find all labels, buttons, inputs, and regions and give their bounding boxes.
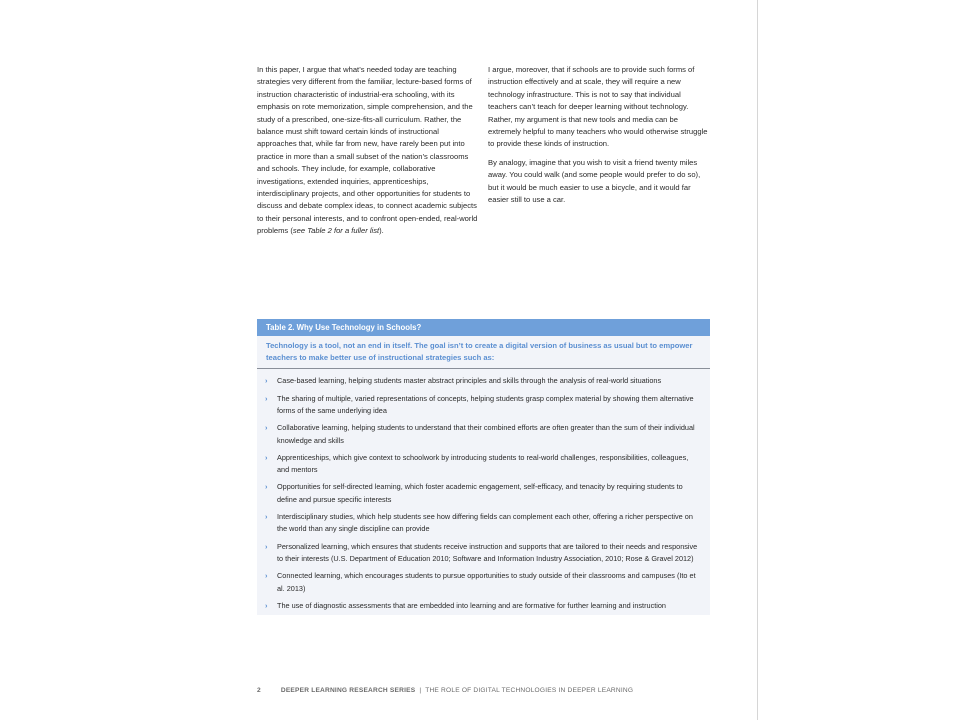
page-number: 2 <box>257 687 261 694</box>
chevron-right-icon: › <box>265 393 268 403</box>
list-item-text: Interdisciplinary studies, which help students see how differing fields can complement each other, offering a richer perspective on the world than any single discipline can provide <box>277 512 693 534</box>
paragraph-left-1-text: In this paper, I argue that what’s needed today are teaching strategies very different from the familiar, lecture-based forms of instruction characteristic of industrial-era schooling, with its emphasis on rote memorization, simple comprehension, and the study of a prescribed, one-size-fits-all curriculum. Rather, the balance must shift toward certain kinds of instructional approaches that, while far from new, have rarely been put into practice in more than a small subset of the nation’s classrooms and schools. They include, for example, collaborative investigations, extended inquiries, apprenticeships, interdisciplinary projects, and other opportunities for students to discuss and debate complex ideas, to connect academic subjects to their personal interests, and to confront open-ended, real-world problems ( <box>257 65 478 236</box>
list-item <box>257 375 710 387</box>
list-item <box>257 422 710 447</box>
list-item-text: Personalized learning, which ensures that students receive instruction and supports that are tailored to their needs and responsive to their interests (U.S. Department of Education 2010; Software and Information Industry Association, 2010; Rose & Gravel 2012) <box>277 541 698 563</box>
body-column-right <box>488 64 710 212</box>
document-title: THE ROLE OF DIGITAL TECHNOLOGIES IN DEEPER LEARNING <box>425 687 634 694</box>
list-item-text: Collaborative learning, helping students to understand that their combined efforts are often greater than the sum of their individual knowledge and skills <box>277 423 695 445</box>
chevron-right-icon: › <box>265 571 268 581</box>
paragraph-left-1 <box>257 64 478 238</box>
body-column-left <box>257 64 478 244</box>
list-item-text: Connected learning, which encourages students to pursue opportunities to study outside of their classrooms and campuses (Ito et al. 2013) <box>277 571 696 593</box>
page-footer <box>257 687 633 694</box>
chevron-right-icon: › <box>265 452 268 462</box>
chevron-right-icon: › <box>265 482 268 492</box>
paragraph-right-2: By analogy, imagine that you wish to visit a friend twenty miles away. You could walk (and some people would prefer to do so), but it would be much easier to use a bicycle, and it would far easier still to use a car. <box>488 157 701 205</box>
paragraph-right-1: I argue, moreover, that if schools are to provide such forms of instruction effectively and at scale, they will require a new technology infrastructure. This is not to say that individual teachers can’t teach for deeper learning without technology. Rather, my argument is that new tools and media can be extremely helpful to many teachers who would otherwise struggle to provide these kinds of instruction. <box>488 65 708 149</box>
table-title: Table 2. Why Use Technology in Schools? <box>257 319 710 336</box>
table-reference: see Table 2 for a fuller list <box>292 226 380 236</box>
list-item <box>257 511 710 536</box>
chevron-right-icon: › <box>265 600 268 610</box>
list-item-text: The use of diagnostic assessments that are embedded into learning and are formative for further learning and instruction <box>277 600 666 610</box>
list-item <box>257 393 710 418</box>
footer-separator: | <box>419 687 422 694</box>
chevron-right-icon: › <box>265 376 268 386</box>
list-item <box>257 600 710 612</box>
list-item-text: Case-based learning, helping students master abstract principles and skills through the analysis of real-world situations <box>277 376 662 386</box>
table-2 <box>257 319 710 615</box>
table-intro: Technology is a tool, not an end in itself. The goal isn’t to create a digital version of business as usual but to empower teachers to make better use of instructional strategies such as: <box>257 336 710 369</box>
list-item <box>257 541 710 566</box>
chevron-right-icon: › <box>265 512 268 522</box>
list-item-text: The sharing of multiple, varied representations of concepts, helping students grasp complex material by showing them alternative forms of the same underlying idea <box>277 393 694 415</box>
list-item <box>257 452 710 477</box>
chevron-right-icon: › <box>265 541 268 551</box>
list-item-text: Opportunities for self-directed learning, which foster academic engagement, self-efficacy, and tenacity by requiring students to define and pursue specific interests <box>277 482 683 504</box>
paragraph-left-1-end: ). <box>379 226 384 236</box>
list-item <box>257 570 710 595</box>
list-item <box>257 481 710 506</box>
list-item-text: Apprenticeships, which give context to schoolwork by introducing students to real-world challenges, responsibilities, colleagues, and mentors <box>277 452 689 475</box>
series-name: DEEPER LEARNING RESEARCH SERIES <box>280 687 416 694</box>
page-edge-divider <box>757 0 758 720</box>
table-list <box>257 369 710 612</box>
chevron-right-icon: › <box>265 423 268 433</box>
